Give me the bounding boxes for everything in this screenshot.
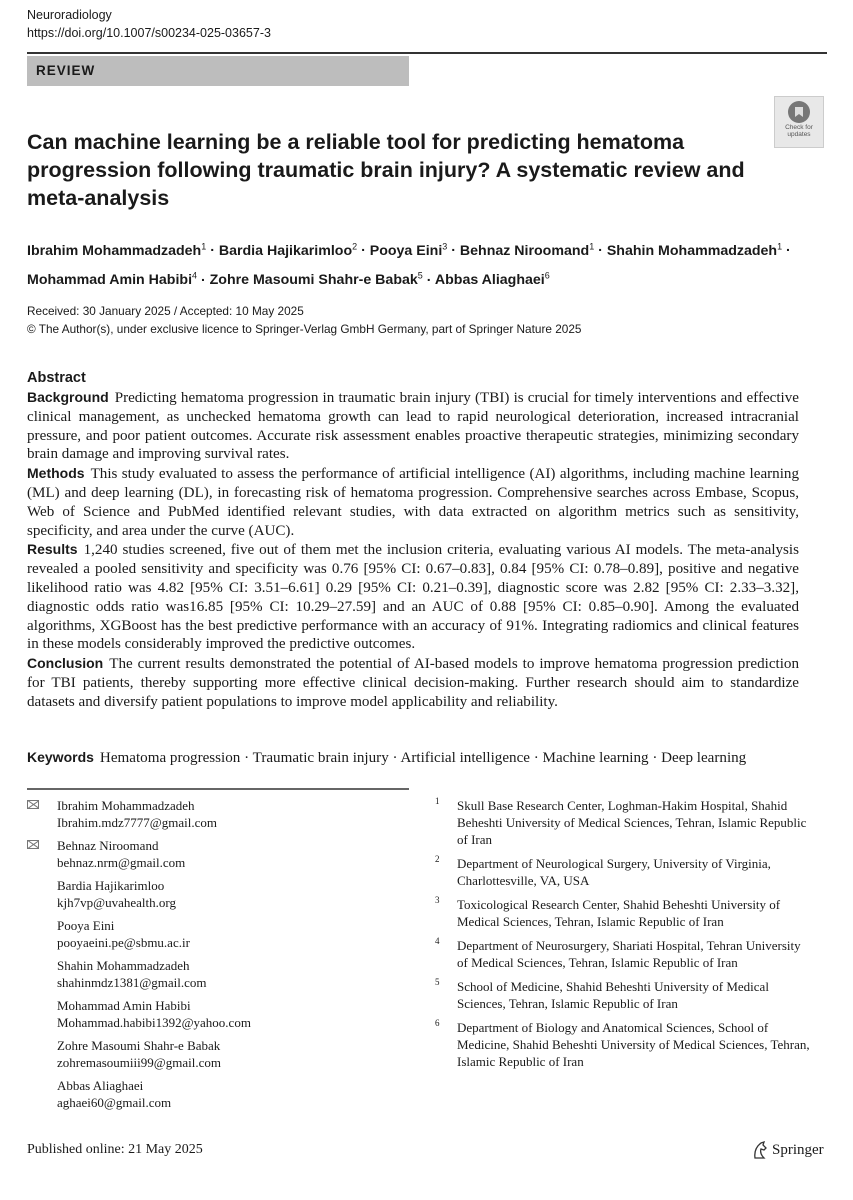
publication-dates	[27, 302, 581, 338]
copyright: © The Author(s), under exclusive licence to Springer-Verlag GmbH Germany, part of Springer Nature 2025	[27, 322, 582, 336]
section-text: 1,240 studies screened, five out of them met the inclusion criteria, evaluating various AI models. The meta-analysis revealed a pooled sensitivity and specificity was 0.76 [95% CI: 0.67–0.83], 0.84 [95% CI: 0.78–0.89], positive and negative likelihood ratio was 4.82 [95% CI: 3.51–6.61] 0.29 [95% CI: 0.21–0.39], diagnostic score was 2.82 [95% CI: 2.33–3.32], diagnostic odds ratio was16.85 [95% CI: 10.29–27.59] and an AUC of 0.88 [95% CI: 0.85–0.90]. Among the evaluated algorithms, XGBoost has the best predictive performance with an accuracy of 91%. Integrating radiomics and clinical features in these models considerably improved the predictive outcomes.	[27, 542, 799, 653]
author-affiliation-number: 1	[589, 241, 595, 251]
author[interactable]	[219, 243, 357, 259]
envelope-icon	[27, 800, 39, 809]
bookmark-icon	[788, 101, 810, 123]
abstract-section-background	[27, 388, 799, 464]
author-affiliation-number: 5	[417, 270, 423, 281]
author-name: Ibrahim Mohammadzadeh	[27, 242, 202, 259]
contact-entry	[27, 1037, 417, 1071]
affiliation-text: Department of Biology and Anatomical Sciences, School of Medicine, Shahid Beheshti University of Medical Sciences, Tehran, Islamic Republic of Iran	[457, 1020, 810, 1069]
affiliation-number: 5	[435, 977, 440, 987]
author[interactable]	[370, 243, 448, 259]
contact-email[interactable]: kjh7vp@uvahealth.org	[57, 895, 176, 910]
contact-email[interactable]: pooyaeini.pe@sbmu.ac.ir	[57, 935, 190, 950]
author-name: Mohammad Amin Habibi	[27, 272, 193, 289]
abstract-section-results	[27, 540, 799, 654]
author-name: Bardia Hajikarimloo	[218, 242, 353, 259]
contact-name: Pooya Eini	[57, 918, 115, 933]
section-label: Background	[27, 389, 109, 405]
contact-entry	[27, 797, 417, 831]
author-affiliation-number: 4	[192, 270, 198, 281]
affiliation-text: Department of Neurological Surgery, University of Virginia, Charlottesville, VA, USA	[457, 856, 771, 888]
affiliation-number: 2	[435, 854, 440, 864]
springer-logo	[752, 1141, 824, 1159]
article-type-bar	[27, 56, 409, 86]
contact-name: Ibrahim Mohammadzadeh	[57, 798, 195, 813]
journal-header	[27, 6, 271, 42]
contact-email[interactable]: aghaei60@gmail.com	[57, 1095, 172, 1110]
author-contacts	[27, 797, 417, 1117]
author-name: Behnaz Niroomand	[459, 242, 590, 259]
affiliation-number: 1	[435, 796, 440, 806]
contact-entry	[27, 1077, 417, 1111]
abstract-section-methods	[27, 464, 799, 540]
contact-entry	[27, 917, 417, 951]
author-affiliation-number: 2	[352, 241, 358, 251]
section-text: The current results demonstrated the potential of AI-based models to improve hematoma progression prediction for TBI patients, thereby supporting more effective clinical decision-making. Further research should aim to standardize datasets and diversify patient populations to improve model applicability and reliability.	[27, 656, 799, 710]
author-name: Abbas Aliaghaei	[434, 272, 545, 289]
contact-entry	[27, 837, 417, 871]
contact-name: Shahin Mohammadzadeh	[57, 958, 190, 973]
author-affiliation-number: 3	[442, 241, 448, 251]
keywords-text: Hematoma progression · Traumatic brain injury · Artificial intelligence · Machine learning · Deep learning	[99, 750, 747, 766]
contact-name: Zohre Masoumi Shahr-e Babak	[57, 1038, 221, 1053]
affiliation-number: 6	[435, 1018, 440, 1028]
affiliation	[430, 797, 810, 848]
footnote-rule	[27, 788, 409, 790]
affiliation-number: 4	[435, 936, 440, 946]
author[interactable]	[27, 272, 197, 288]
check-updates-label: Check for updates	[785, 124, 813, 138]
contact-name: Behnaz Niroomand	[57, 838, 159, 853]
affiliations	[430, 797, 810, 1077]
header-rule	[27, 52, 827, 54]
author-name: Pooya Eini	[369, 242, 443, 259]
journal-name: Neuroradiology	[27, 8, 112, 22]
contact-email[interactable]: shahinmdz1381@gmail.com	[57, 975, 207, 990]
abstract-section-conclusion	[27, 654, 799, 711]
affiliation-number: 3	[435, 895, 440, 905]
published-online: Published online: 21 May 2025	[27, 1142, 203, 1157]
section-text: This study evaluated to assess the performance of artificial intelligence (AI) algorithms, including machine learning (ML) and deep learning (DL), in forecasting risk of hematoma progression. Comprehensive searches across Embase, Scopus, Web of Science and PubMed identified relevant studies, with data extracted on algorithm metrics such as sensitivity, specificity, and area under the curve (AUC).	[27, 466, 799, 539]
affiliation	[430, 937, 810, 971]
author-name: Zohre Masoumi Shahr-e Babak	[209, 272, 418, 289]
abstract-heading: Abstract	[27, 370, 86, 386]
springer-horse-icon	[752, 1141, 768, 1159]
section-label: Methods	[27, 465, 85, 482]
affiliation	[430, 978, 810, 1012]
received-accepted: Received: 30 January 2025 / Accepted: 10 May 2025	[27, 304, 304, 318]
section-text: Predicting hematoma progression in traumatic brain injury (TBI) is crucial for timely interventions and effective clinical management, as unchecked hematoma growth can lead to rapid neurological deterioration, increased intracranial pressure, and poor patient outcomes. Accurate risk assessment enables proactive therapeutic strategies, minimizing secondary brain damage and improving survival rates.	[27, 390, 799, 463]
section-label: Results	[27, 541, 78, 558]
author[interactable]	[435, 272, 550, 288]
author-affiliation-number: 1	[777, 241, 783, 251]
author-list: Ibrahim Mohammadzadeh$^1$ · Bardia Hajikarimloo$^2$ · Pooya Eini$^3$ · Behnaz Niroomand$^1$ · Shahin Mohammadzadeh$^1$ · Mohammad Amin Habibi$^4$ · Zohre Masoumi Shahr-e Babak$^5$ · Abbas Aliaghaei$^6$	[27, 241, 791, 289]
affiliation	[430, 896, 810, 930]
contact-email[interactable]: behnaz.nrm@gmail.com	[57, 855, 186, 870]
author[interactable]	[210, 272, 423, 288]
affiliation-text: School of Medicine, Shahid Beheshti University of Medical Sciences, Tehran, Islamic Republic of Iran	[457, 979, 769, 1011]
abstract	[27, 368, 799, 712]
contact-name: Abbas Aliaghaei	[57, 1078, 144, 1093]
contact-entry	[27, 957, 417, 991]
contact-name: Bardia Hajikarimloo	[57, 878, 165, 893]
paper-title: Can machine learning be a reliable tool for predicting hematoma progression following traumatic brain injury? A systematic review and meta-analysis	[27, 130, 745, 210]
publisher-name: Springer	[772, 1141, 824, 1158]
keywords-label: Keywords	[27, 749, 94, 765]
envelope-icon	[27, 840, 39, 849]
author[interactable]	[460, 243, 594, 259]
author[interactable]	[27, 243, 206, 259]
affiliation	[430, 855, 810, 889]
contact-email[interactable]: zohremasoumiii99@gmail.com	[57, 1055, 221, 1070]
affiliation-text: Department of Neurosurgery, Shariati Hospital, Tehran University of Medical Sciences, Tehran, Islamic Republic of Iran	[457, 938, 801, 970]
contact-email[interactable]: Mohammad.habibi1392@yahoo.com	[57, 1015, 251, 1030]
section-label: Conclusion	[27, 655, 104, 672]
affiliation-text: Skull Base Research Center, Loghman-Hakim Hospital, Shahid Beheshti University of Medical Sciences, Tehran, Islamic Republic of Iran	[457, 798, 807, 847]
affiliation-text: Toxicological Research Center, Shahid Beheshti University of Medical Sciences, Tehran, Islamic Republic of Iran	[457, 897, 781, 929]
contact-name: Mohammad Amin Habibi	[57, 998, 191, 1013]
contact-entry	[27, 997, 417, 1031]
author-name: Shahin Mohammadzadeh	[606, 242, 778, 259]
author-affiliation-number: 1	[201, 241, 207, 251]
author[interactable]	[607, 243, 782, 259]
affiliation	[430, 1019, 810, 1070]
contact-entry	[27, 877, 417, 911]
article-type: REVIEW	[36, 63, 96, 78]
keywords	[27, 749, 827, 767]
contact-email[interactable]: Ibrahim.mdz7777@gmail.com	[57, 815, 217, 830]
doi-link[interactable]: https://doi.org/10.1007/s00234-025-03657-3	[27, 26, 271, 40]
author-affiliation-number: 6	[544, 270, 550, 281]
